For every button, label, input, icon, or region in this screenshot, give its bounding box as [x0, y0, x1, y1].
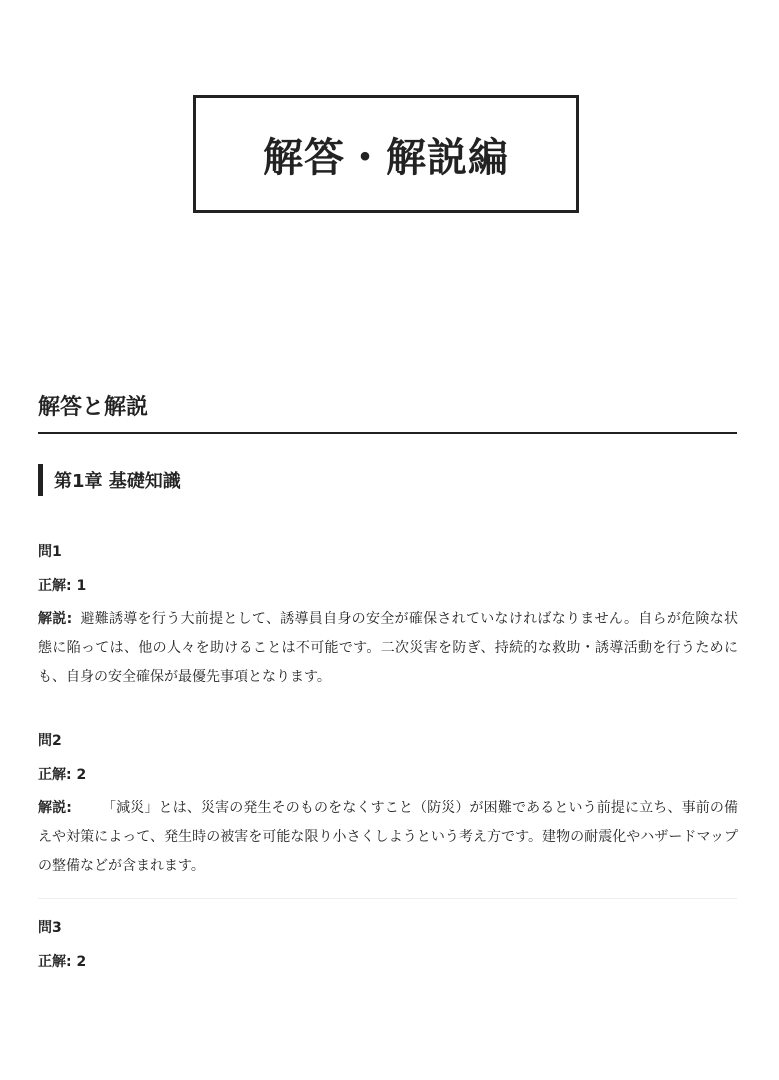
question-title: 問3 [38, 920, 62, 936]
question-explanation [38, 794, 738, 881]
page-title: 解答・解説編 [263, 134, 509, 181]
chapter-heading [38, 464, 181, 496]
explanation-label: 解説: [38, 611, 73, 627]
section-heading: 解答と解説 [38, 395, 149, 420]
section-divider [38, 432, 737, 434]
chapter-heading-text: 第1章 基礎知識 [54, 471, 181, 492]
question-title: 問1 [38, 544, 62, 560]
question-answer: 正解: 1 [38, 578, 87, 594]
question-title: 問2 [38, 733, 62, 749]
question-divider [38, 898, 737, 899]
question-answer: 正解: 2 [38, 954, 87, 970]
explanation-label: 解説: [38, 800, 72, 816]
question-block-3 [38, 917, 738, 973]
explanation-text: 「減災」とは、災害の発生そのものをなくすこと（防災）が困難であるという前提に立ち、事前の備えや対策によって、発生時の被害を可能な限り小さくしようという考え方です。建物の耐震化やハザードマップの整備などが含まれます。 [38, 800, 738, 874]
question-explanation [38, 605, 738, 692]
question-answer: 正解: 2 [38, 767, 87, 783]
question-block-1 [38, 541, 738, 692]
explanation-text: 避難誘導を行う大前提として、誘導員自身の安全が確保されていなければなりません。自らが危険な状態に陥っては、他の人々を助けることは不可能です。二次災害を防ぎ、持続的な救助・誘導活動を行うためにも、自身の安全確保が最優先事項となります。 [38, 611, 738, 685]
question-block-2 [38, 730, 738, 881]
title-box [193, 95, 579, 213]
